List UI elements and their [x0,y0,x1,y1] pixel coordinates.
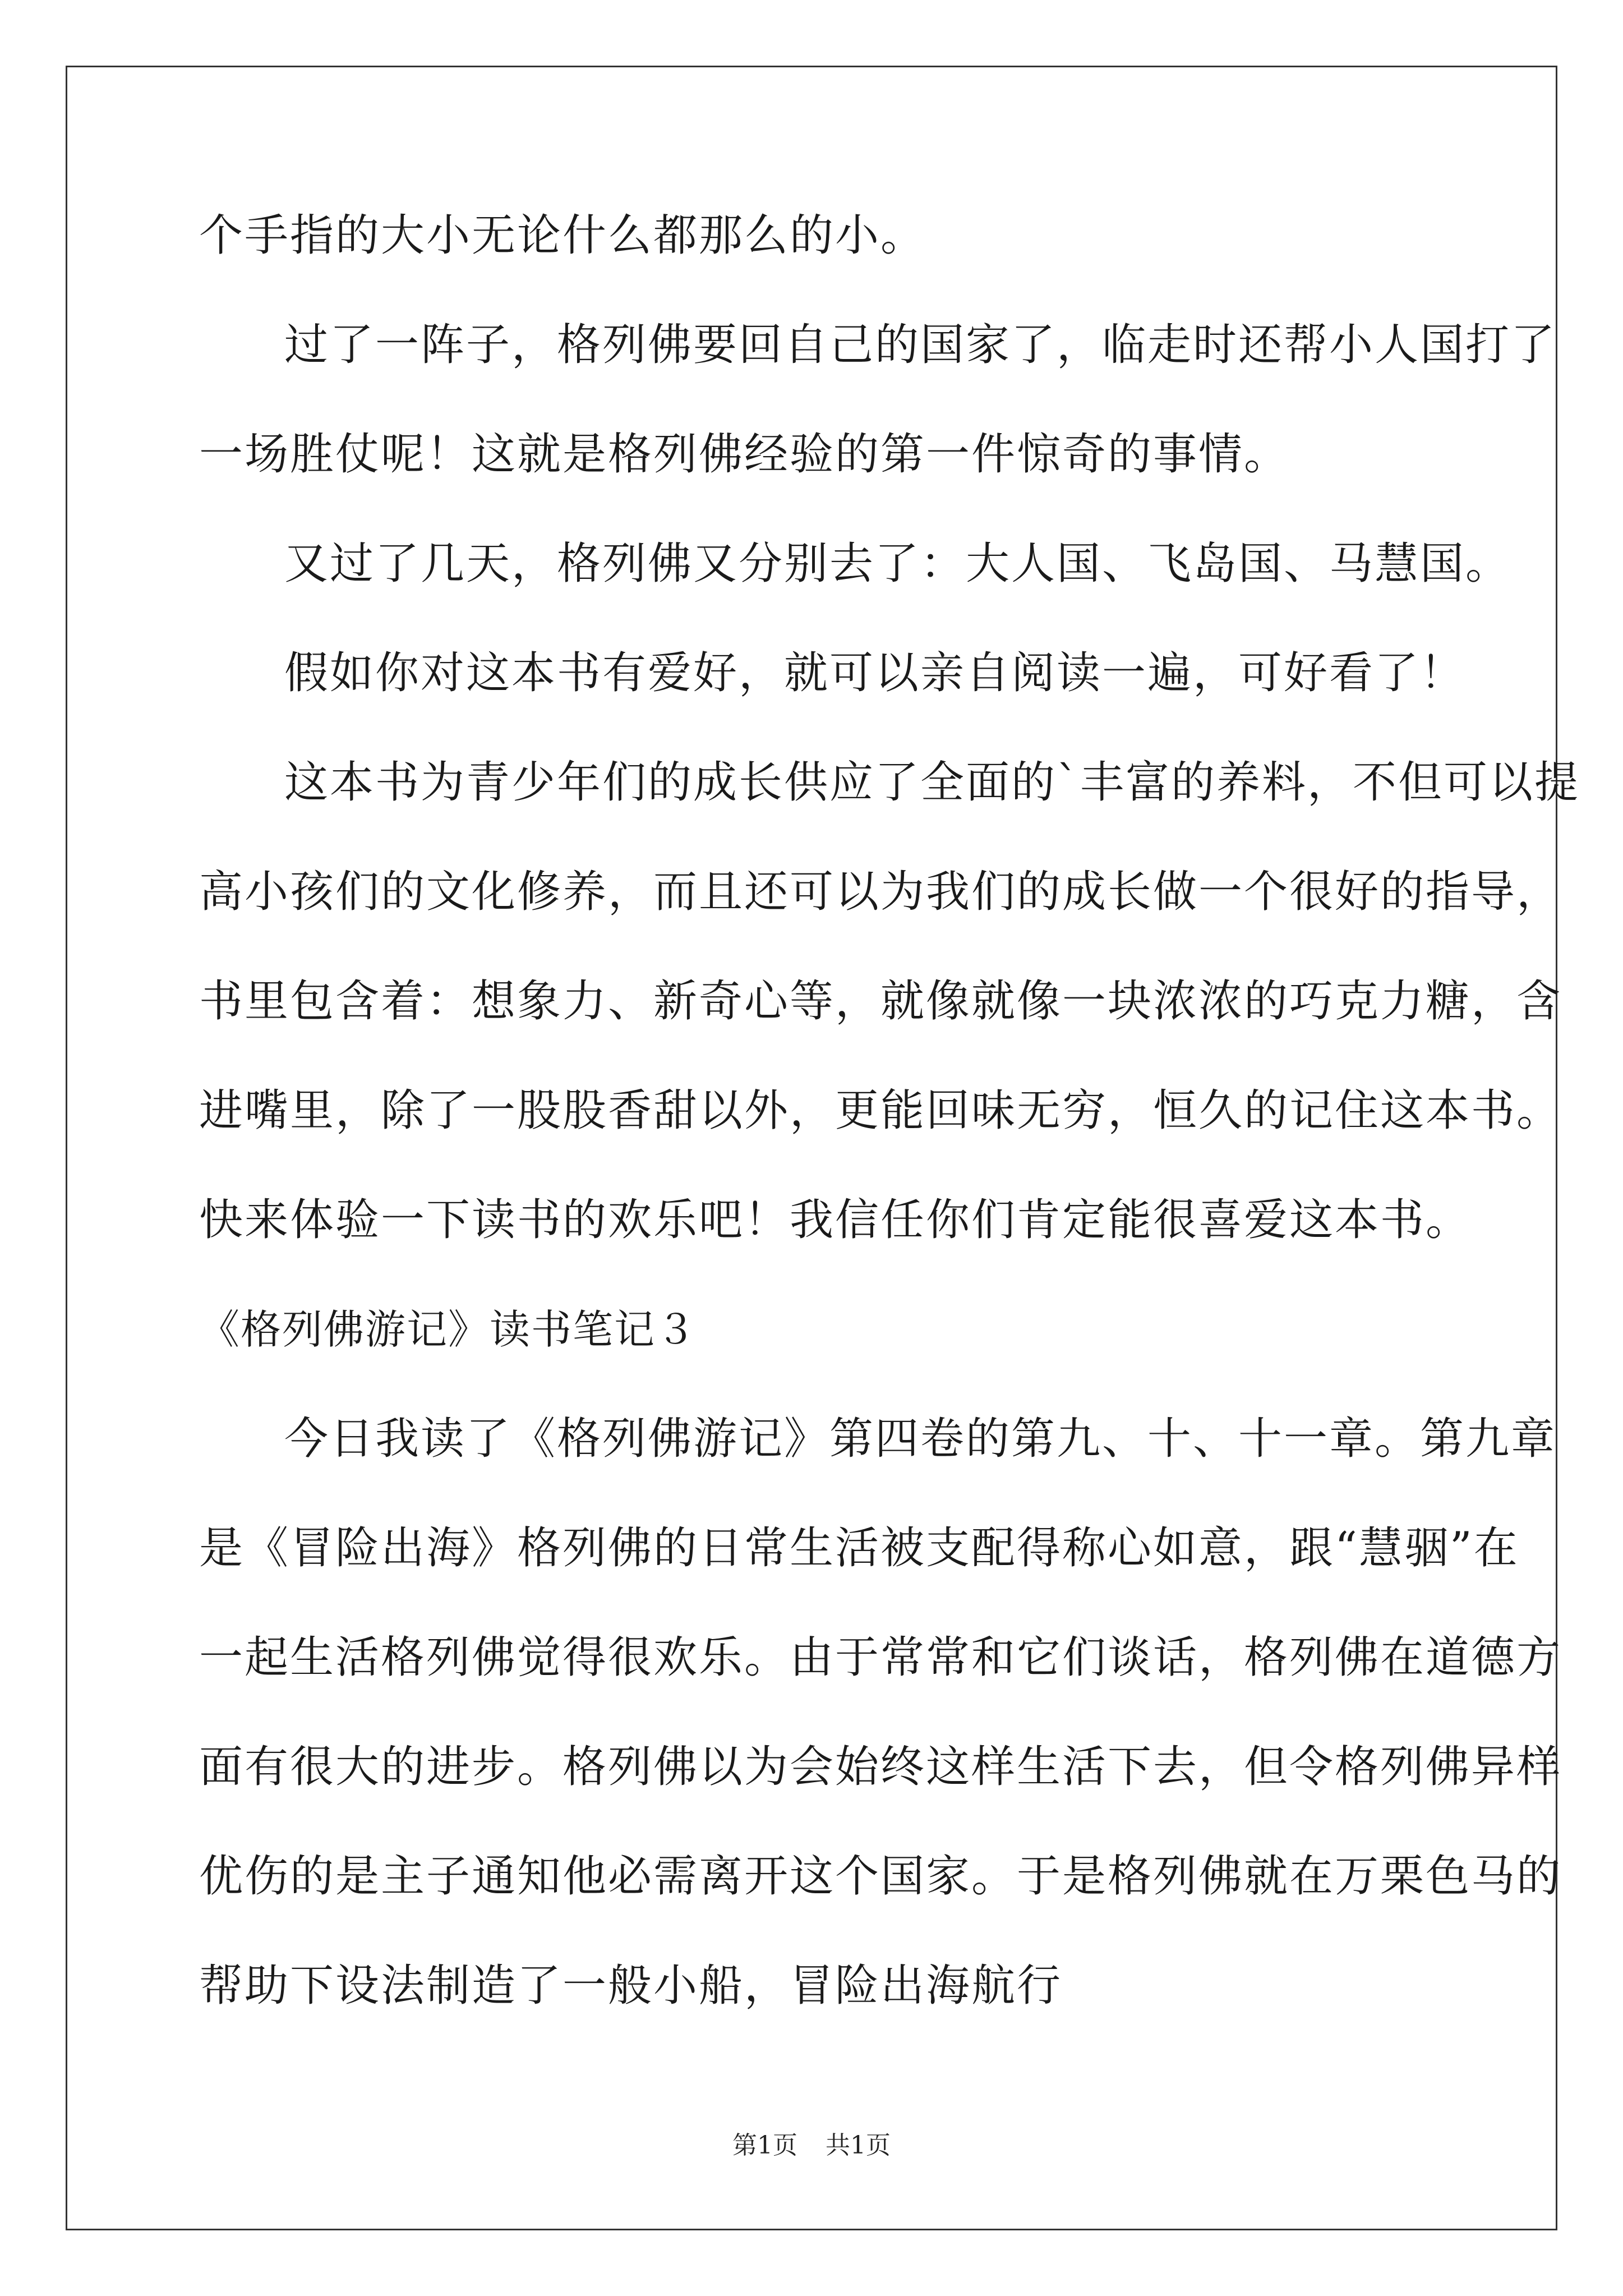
text-line: 一场胜仗呢！这就是格列佛经验的第一件惊奇的事情。 [199,429,1290,480]
paragraph-start: 这本书为青少年们的成长供应了全面的`丰富的养料，不但可以提 [284,757,1580,808]
text-line: 书里包含着：想象力、新奇心等，就像就像一块浓浓的巧克力糖，含 [199,976,1562,1027]
text-line: 一起生活格列佛觉得很欢乐。由于常常和它们谈话，格列佛在道德方 [199,1632,1562,1683]
text-line: 进嘴里，除了一股股香甜以外，更能回味无穷，恒久的记住这本书。 [199,1085,1562,1136]
page-footer [0,2129,1623,2162]
paragraph-start: 今日我读了《格列佛游记》第四卷的第九、十、十一章。第九章 [284,1414,1557,1464]
section-heading: 《格列佛游记》读书笔记３ [199,1306,698,1353]
paragraph-start: 假如你对这本书有爱好，就可以亲自阅读一遍，可好看了！ [284,648,1466,698]
text-line: 个手指的大小无论什么都那么的小。 [199,210,926,261]
text-line: 快来体验一下读书的欢乐吧！我信任你们肯定能很喜爱这本书。 [199,1195,1472,1245]
paragraph-start: 过了一阵子，格列佛要回自己的国家了，临走时还帮小人国打了 [284,320,1557,370]
text-line: 高小孩们的文化修养，而且还可以为我们的成长做一个很好的指导， [199,867,1562,917]
text-line: 优伤的是主子通知他必需离开这个国家。于是格列佛就在万栗色马的 [199,1851,1562,1902]
text-line: 帮助下设法制造了一般小船，冒险出海航行 [199,1961,1063,2011]
text-line: 面有很大的进步。格列佛以为会始终这样生活下去，但令格列佛异样 [199,1742,1562,1792]
page-total: 共1页 [826,2131,891,2160]
paragraph-start: 又过了几天，格列佛又分别去了：大人国、飞岛国、马慧国。 [284,539,1511,589]
text-line: 是《冒险出海》格列佛的日常生活被支配得称心如意，跟“慧骃”在 [199,1523,1519,1573]
page-number: 第1页 [732,2131,797,2160]
